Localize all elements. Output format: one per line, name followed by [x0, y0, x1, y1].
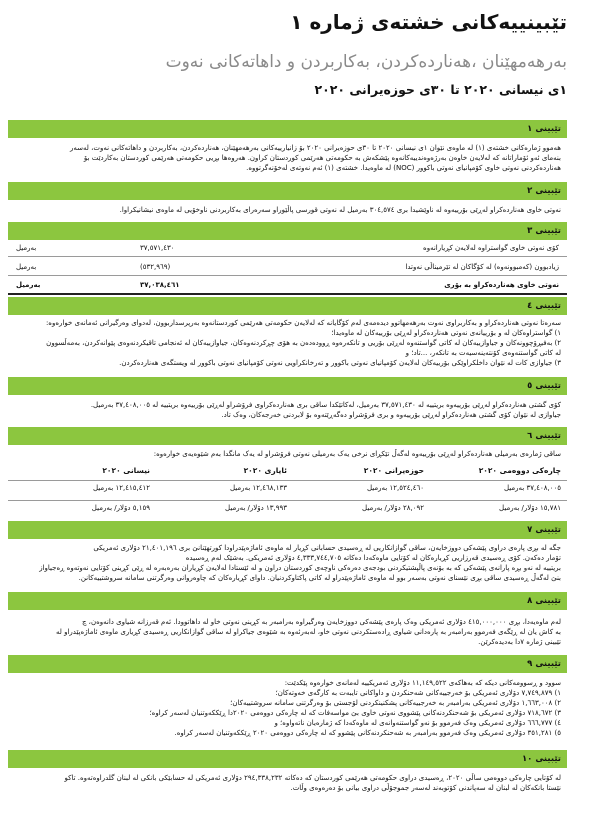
- page-title: تێبینییەکانی خشتەی ژمارە ١: [290, 10, 567, 34]
- note-7-heading: تێبینی ٧: [8, 521, 567, 539]
- note-line: جیاوازی لە نێوان کۆی گشتی هەناردەکراو لەڕێی بۆرییەوە و بری فرۆشراو دەگەڕێتەوە بۆ لابردنی خەرجەکان، وەک تاد.: [221, 411, 561, 419]
- note-6-body: [8, 449, 567, 459]
- row-unit: بەرمیل: [16, 263, 37, 271]
- note-line: بنێ لەگەڵ ڕەسیدی ساقی بڕی نێسنای نەوتی بەسەر بوو لە ماوەی ئاماژەپێدراو لە کاتی پاکتاوکردنیان. داوای کڕیارەکان کە چاوەروانی وەرگرتنی سامانە سروشتییەکانن.: [78, 574, 561, 582]
- note-8-body: [8, 617, 567, 647]
- note-10-heading: تێبینی ١٠: [8, 750, 567, 768]
- row-label: نەوتی خاوی هەناردەکراو بە بۆری: [444, 281, 559, 289]
- quarter-price: ١٥,٧٨١ دۆلار/ بەرمیل: [499, 504, 561, 512]
- table-row: [8, 259, 567, 276]
- quarter-price: ١٣,٩٩٣ دۆلار/ بەرمیل: [225, 504, 287, 512]
- note-9-heading: تێبینی ٩: [8, 655, 567, 673]
- note-line: تێبینی ژمارە ٧دا بەدیدەکرێن.: [478, 638, 561, 646]
- quarter-table: [8, 466, 567, 516]
- note-line: ١) ٧,٧٤٩,٨٧٩ دۆلاری ئەمریکی بۆ خەرجییەکانی شەحنکردن و داواکانی تایبەت بە کارگەی خەوتەکان؛: [275, 689, 561, 697]
- note-line: تۆمار دەکەن. کۆی ڕەسیدی قەرزاریی کڕیارەکان لە کۆتایی ماوەکەدا دەکاتە ٤,٣٣٣,٧٤٤,٧٠٥ دۆلاری ئەمریکی. بەشێک لەم ڕەسیدە: [185, 554, 561, 562]
- quarter-price: ٢٨,٠٩٢ دۆلار/ بەرمیل: [362, 504, 424, 512]
- note-line: سوود و ڕسوومەکانی دیکە کە بەهاکەی ١١,١٤٩,٥٢٢ دۆلاری ئەمریکییە لەمانەی خوارەوە پێکدێت:: [284, 679, 561, 687]
- note-line: ساقی ژمارەی بەرمیلی هەناردەکراو لەڕێی بۆرییەوە لەگەڵ تێکڕای نرخی یەک بەرمیلی نەوتی فرۆشراو لە یەک مانگدا بەم شێوەیەی خوارەوە:: [153, 450, 561, 458]
- note-line: لەم ماوەیەدا، بڕی ٤١٥,٠٠٠,٠٠٠ دۆلاری ئەمریکی وەک پارەی پێشەکی دووزخایەن وەرگیراوە بەرامبەر بە کڕینی نەوتی خاو لە داهاتوودا. ئەم قەرزانە شیاوی دانەوەن، چ: [81, 618, 561, 626]
- note-line: سەرەتا نەوتی هەناردەکراو و بەکاربراوی نەوت بەرهەمهاتوو دیدەمەی لەم کۆگایانە کە لەلایەن حکومەتی هەرێمی کوردستانەوە بەرپرسداربوون، لەدوای وەرگیرانی ئەمانەی خوارەوە:: [45, 319, 561, 327]
- note-2-heading: تێبینی ٢: [8, 182, 567, 200]
- note-line: لە کاتی گواستنەوەی کۆنتەینەسیەت بە تانکەر، ...تاد؛ و: [405, 349, 561, 357]
- note-line: بریتییە لە نەو بڕە پارانەی پێشەکی کە بە بۆنەی پاڵپشتیکردنی بودجەی دەرەکی ناوچەی کوردستان دراون و لە ئێستادا لەلایەن کڕیاران بەرەبەرە لە ڕێی کڕینی کۆتایی نەوتەوە ڕەجیاواز: [39, 564, 561, 572]
- quarter-header: حوزەیرانی ٢٠٢٠: [363, 466, 424, 475]
- note-4-heading: تێبینی ٤: [8, 297, 567, 315]
- note-4-body: [8, 318, 567, 368]
- quarter-barrels: ١٢,٤٦٨,١٣٣ بەرمیل: [229, 484, 287, 492]
- note-2-body: [8, 205, 567, 215]
- note-line: هەناردەکردنی نەوتی خاوی کۆمپانیای نەوتی باکوور (NOC) لە ماوەیدا. خشتەی (١) ئەم نەوتەی لەخۆنەگرتووە.: [246, 164, 561, 172]
- date-range: ١ی نیسانی ٢٠٢٠ تا ٣٠ی حوزەیرانی ٢٠٢٠: [314, 82, 567, 97]
- row-amount: (٥٣٢,٩٦٩): [140, 263, 171, 271]
- note-line: نەوتی خاوی هەناردەکراو لەڕێی بۆرییەوە لە ناوێشیدا بری ٣٠٤,٥٧٤ بەرمیل لە نەوتی قورسی پاڵێوراو سەرەرای بەکاربردنی ناوخۆیی لە ماوەی نیشانیکراوا.: [119, 206, 561, 214]
- row-unit: بەرمیل: [16, 244, 37, 252]
- note-1-heading: تێبینی ١: [8, 120, 567, 138]
- divider: [8, 500, 567, 501]
- note-line: ٥) ٣٥١,٢٨١ دۆلاری ئەمریکی وەک فەرموو بەرامبەر بە شەحنکردنەکانی پێشوو کە لە چارەکی دووەمی ٢٠٢٠ ڕێککەوتنیان لەسەر کراوە.: [174, 729, 561, 737]
- note-line: جگە لە بڕی پارەی دراوی پێشەکی دووزخایەن، ساقی گوازانکاریی لە ڕەسیدی حسابانی کڕیار لە ماوەی ئاماژەپێدراودا کورتهێنانێ بری ٢١,٤٠١,١٩٦ دۆلاری ئەمریکی: [93, 544, 561, 552]
- quarter-header: نیسانی ٢٠٢٠: [102, 466, 150, 475]
- note-line: بنەمای ئەو ئۆماراتانە کە لەلایەن خاوەن بەرژەوەندییەکانەوە پێشکەش بە حکومەتی هەرێمی کوردستان کراون. هەروەها بڕیی حکومەتی هەرێمی کوردستان بەکاردێت بۆ: [83, 154, 561, 162]
- row-label: کۆی نەوتی خاوی گواستراوە لەلایەن کڕیارانەوە: [423, 244, 559, 252]
- note-5-body: [8, 400, 567, 420]
- row-amount: ٣٧,٥٧١,٤٣٠: [140, 244, 175, 252]
- note-line: ٣) جیاوازی کات لە نێوان داخلکراوێکی بۆرییەکان لەلایەن کۆمپانیای نەوتی باکوور و تەرخانکراویی نەوتی کۆمپانیای نەوتی باکوور لە ویستگەی هەناردەکردن.: [119, 359, 561, 367]
- quarter-header: چارەکی دووەمی ٢٠٢٠: [478, 466, 561, 475]
- note-10-body: [8, 773, 567, 793]
- note-line: لە کۆتایی چارەکی دووەمی ساڵی ٢٠٢٠، ڕەسیدی دراوی حکومەتی هەرێمی کوردستان کە دەکاتە ٢٩٤,٣٣٨,٢٣٢ دۆلاری ئەمریکی لە حسابێکی بانکی لە لبنان گلدراوەتەوە. تاکو: [64, 774, 561, 782]
- row-label: زیادبوون (کەمبوونەوە) لە کۆگاکان لە تێرمیناڵی نەوتدا: [405, 263, 559, 271]
- note-line: هەموو ژمارەکانی خشتەی (١) لە ماوەی نێوان ١ی نیسانی ٢٠٢٠ تا ٣٠ی حوزەیرانی ٢٠٢٠ بۆ زانیارییەکانی بەرهەمهێنان، هەناردەکردن، بەکاربردن و داهاتەکانی نەوت، لەسەر: [70, 144, 561, 152]
- quarter-price: ٥,١٥٩ دۆلار/ بەرمیل: [91, 504, 150, 512]
- note-9-body: [8, 678, 567, 738]
- divider: [8, 480, 567, 481]
- note-6-heading: تێبینی ٦: [8, 427, 567, 445]
- note-line: ٣) ٧١٨,٦٧٢ دۆلاری ئەمریکی بۆ شەحنکردنەکانی پێشووی نەوتی خاوی بێ مواسەفات کە لە چارەکی دووەمی ٢٠٢٠دا ڕێککەوتنیان لەسەر کراوە؛: [149, 709, 561, 717]
- page-subtitle: بەرهەمهێنان ،هەناردەکردن، بەکاربردن و داهاتەکانی نەوت: [165, 52, 567, 72]
- table-row: [8, 240, 567, 257]
- quarter-header: ئایاری ٢٠٢٠: [243, 466, 287, 475]
- quarter-barrels: ١٢,٥٢٤,٤٦٠ بەرمیل: [366, 484, 424, 492]
- note-3-heading: تێبینی ٣: [8, 222, 567, 240]
- note-line: نێستا بانکەکان لە لبنان لە سەپاندنی کۆتوبەند لەسەر جموجۆڵی دراوی بیانی بۆ دەرەوەی وڵات.: [290, 784, 561, 792]
- note-8-heading: تێبینی ٨: [8, 592, 567, 610]
- note-line: کۆی گشتی هەناردەکراو لەڕێی بۆرییەوە بریتییە لە ٣٧,٥٧١,٤٣٠ بەرمیل، لەکاتێکدا ساقی بری هەناردەکراوی فرۆشراو لەڕێی بۆرییەوە بریتییە لە ٣٧,٤٠٨,٠٠٥ بەرمیل.: [90, 401, 561, 409]
- note-5-heading: تێبینی ٥: [8, 377, 567, 395]
- note-1-body: [8, 143, 567, 173]
- note-line: ١) گواستراوەکان لە و بۆرییانەی نەوتی هەناردەکراو لەڕێی بۆرییەکان لە ماوەیدا؛: [331, 329, 561, 337]
- note-line: بە کاش یان لە ڕێگەی فەرموو بەرامبەر بە پارەدانی شیاوی ڕادەستکردنی نەوتی خاو، لەبەرئەوە بە شێوەی جیاکراو لە ساقی گوازانکاریی ڕەسیدی کڕیاری ماوەی ئاماژەپێدراو لە: [55, 628, 561, 636]
- quarter-barrels: ١٢,٤١٥,٤١٢ بەرمیل: [92, 484, 150, 492]
- note-line: ٢) ١,٦٦٣,٠٠٨ دۆلاری ئەمریکی بەرامبەر بە خەرجییەکانی پشکنینکردنی لۆجستی بۆ وەرگرتنی سامانە سروشتییەکان؛: [230, 699, 561, 707]
- note-7-body: [8, 543, 567, 583]
- note-line: ٤) ٦٦٦,٧٧٧ دۆلاری ئەمریکی وەک فەرموو بۆ نەو گواستنەوانەی لە ماوەکەدا کە ژمارەیان ناتەواوە؛ و: [274, 719, 561, 727]
- quarter-barrels: ٣٧,٤٠٨,٠٠٥ بەرمیل: [503, 484, 561, 492]
- row-unit: بەرمیل: [16, 281, 41, 289]
- note-line: ٢) بەفیڕۆچوونەکان و جیاوازییەکان لە کاتی گواستنەوە لەڕێی بۆریی و تانکەرەوە ڕوودەدەن بە هۆی چڕکردنەوەکان، جیاوازییەکان لە ئەنجامی تاقیکردنەوەی پێوانەکردن، بەمەڵسوون: [46, 339, 561, 347]
- row-amount: ٣٧,٠٣٨,٤٦١: [140, 281, 180, 289]
- table-row-total: [8, 277, 567, 295]
